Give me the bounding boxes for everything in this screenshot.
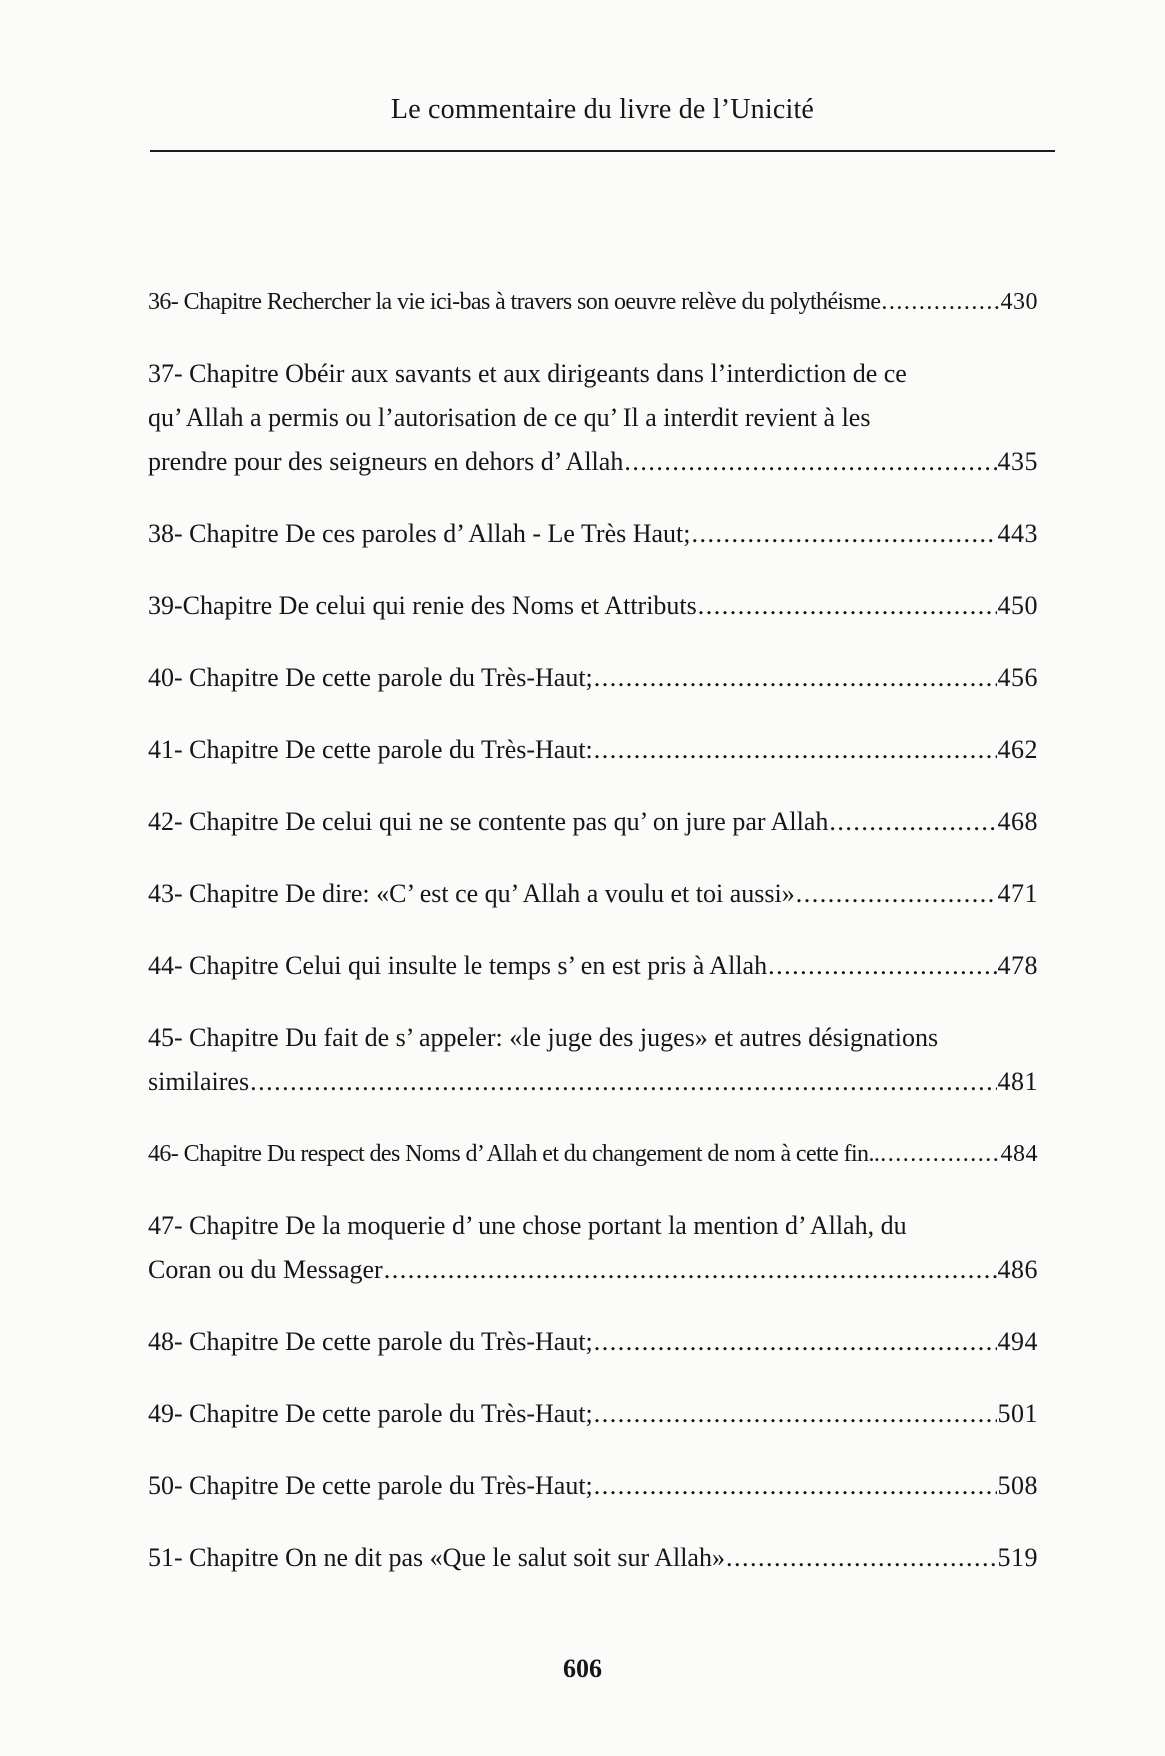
toc-entry-page-number: 468: [997, 807, 1038, 836]
toc-entry: [148, 944, 1038, 988]
dot-leader: [250, 1060, 996, 1104]
dot-leader: [692, 512, 997, 556]
toc-entry-page-number: 456: [997, 663, 1038, 692]
toc-entry-page-number: 471: [997, 879, 1038, 908]
toc-entry-title: 42- Chapitre De celui qui ne se contente pas qu’ on jure par Allah: [148, 807, 829, 836]
dot-leader: [384, 1248, 997, 1292]
toc-entry-page-number: 443: [997, 519, 1038, 548]
toc-entry-final-line: [148, 800, 1038, 844]
toc-entry-title: 38- Chapitre De ces paroles d’ Allah - Le Très Haut;: [148, 519, 691, 548]
toc-entry-final-line: [148, 512, 1038, 556]
dot-leader: [594, 1392, 997, 1436]
toc-entry-final-line: [148, 728, 1038, 772]
toc-entry: [148, 1132, 1038, 1176]
header-rule: [150, 150, 1055, 152]
toc-entry-title: 48- Chapitre De cette parole du Très-Haut;: [148, 1327, 593, 1356]
toc-entry: [148, 1536, 1038, 1580]
toc-entry: [148, 1016, 1038, 1104]
toc-entry-page-number: 484: [1000, 1141, 1038, 1167]
toc-entry-title: 40- Chapitre De cette parole du Très-Haut;: [148, 663, 593, 692]
toc-entry-page-number: 478: [997, 951, 1038, 980]
dot-leader: [624, 440, 996, 484]
toc-entry: [148, 728, 1038, 772]
toc-entry-final-line: [148, 1248, 1038, 1292]
toc-entry-title: Coran ou du Messager: [148, 1255, 383, 1284]
toc-entry-title: 49- Chapitre De cette parole du Très-Haut;: [148, 1399, 593, 1428]
toc-entry-title: 43- Chapitre De dire: «C’ est ce qu’ Allah a voulu et toi aussi»: [148, 879, 795, 908]
toc-entry: [148, 512, 1038, 556]
toc-entry-title: prendre pour des seigneurs en dehors d’ Allah: [148, 447, 624, 476]
toc-entry-page-number: 462: [997, 735, 1038, 764]
toc-entry-final-line: [148, 1320, 1038, 1364]
dot-leader: [768, 944, 996, 988]
dot-leader: [726, 1536, 997, 1580]
toc-entry-text-line: qu’ Allah a permis ou l’autorisation de ce qu’ Il a interdit revient à les: [148, 403, 871, 432]
toc-entry: [148, 1392, 1038, 1436]
toc-entry-page-number: 481: [997, 1067, 1038, 1096]
dot-leader: [698, 584, 997, 628]
dot-leader: [796, 872, 997, 916]
toc-entry: [148, 800, 1038, 844]
toc-entry: [148, 280, 1038, 324]
running-head-title: Le commentaire du livre de l’Unicité: [390, 94, 815, 125]
toc-entry-page-number: 430: [1000, 289, 1038, 315]
toc-entry-final-line: [148, 1464, 1038, 1508]
toc-entry-final-line: [148, 1392, 1038, 1436]
toc-entry-title: 36- Chapitre Rechercher la vie ici-bas à travers son oeuvre relève du polythéisme: [148, 289, 881, 315]
toc-entry-final-line: [148, 584, 1038, 628]
toc-entry-final-line: [148, 656, 1038, 700]
toc-entry-title: similaires: [148, 1067, 250, 1096]
dot-leader: [594, 656, 997, 700]
toc-entry: [148, 1320, 1038, 1364]
toc-entry-page-number: 494: [997, 1327, 1038, 1356]
toc-entry-final-line: [148, 872, 1038, 916]
toc-entry-title: 51- Chapitre On ne dit pas «Que le salut soit sur Allah»: [148, 1543, 725, 1572]
toc-entry-text-line: 47- Chapitre De la moquerie d’ une chose portant la mention d’ Allah, du: [148, 1211, 907, 1240]
dot-leader: [594, 1320, 997, 1364]
dot-leader: [880, 1132, 999, 1176]
dot-leader: [594, 1464, 997, 1508]
toc-entry-text-line: 37- Chapitre Obéir aux savants et aux dirigeants dans l’interdiction de ce: [148, 359, 907, 388]
toc-entry-title: 39-Chapitre De celui qui renie des Noms et Attributs: [148, 591, 697, 620]
toc-entry-final-line: [148, 440, 1038, 484]
toc-entry-final-line: [148, 1132, 1038, 1176]
toc-entry-title: 46- Chapitre Du respect des Noms d’ Allah et du changement de nom à cette fin..: [148, 1141, 880, 1167]
toc-entry-page-number: 508: [997, 1471, 1038, 1500]
toc-entry: [148, 1204, 1038, 1292]
dot-leader: [829, 800, 996, 844]
toc-entry-title: 41- Chapitre De cette parole du Très-Haut:: [148, 735, 593, 764]
page-number: 606: [563, 1654, 602, 1683]
toc-entry-page-number: 450: [997, 591, 1038, 620]
dot-leader: [594, 728, 997, 772]
toc-entry-title: 50- Chapitre De cette parole du Très-Haut;: [148, 1471, 593, 1500]
toc-entry: [148, 1464, 1038, 1508]
toc-entry-final-line: [148, 1060, 1038, 1104]
toc-entry-page-number: 486: [997, 1255, 1038, 1284]
toc-entry: [148, 352, 1038, 484]
toc-entry-page-number: 501: [997, 1399, 1038, 1428]
toc-entry-final-line: [148, 280, 1038, 324]
toc-entry: [148, 656, 1038, 700]
toc-entry-final-line: [148, 944, 1038, 988]
toc-entry-page-number: 519: [997, 1543, 1038, 1572]
toc-entry-title: 44- Chapitre Celui qui insulte le temps s’ en est pris à Allah: [148, 951, 768, 980]
toc-entry-page-number: 435: [997, 447, 1038, 476]
toc-entry: [148, 584, 1038, 628]
dot-leader: [881, 280, 999, 324]
toc-entry-final-line: [148, 1536, 1038, 1580]
table-of-contents: [148, 280, 1038, 1608]
toc-entry: [148, 872, 1038, 916]
toc-entry-text-line: 45- Chapitre Du fait de s’ appeler: «le juge des juges» et autres désignations: [148, 1023, 939, 1052]
